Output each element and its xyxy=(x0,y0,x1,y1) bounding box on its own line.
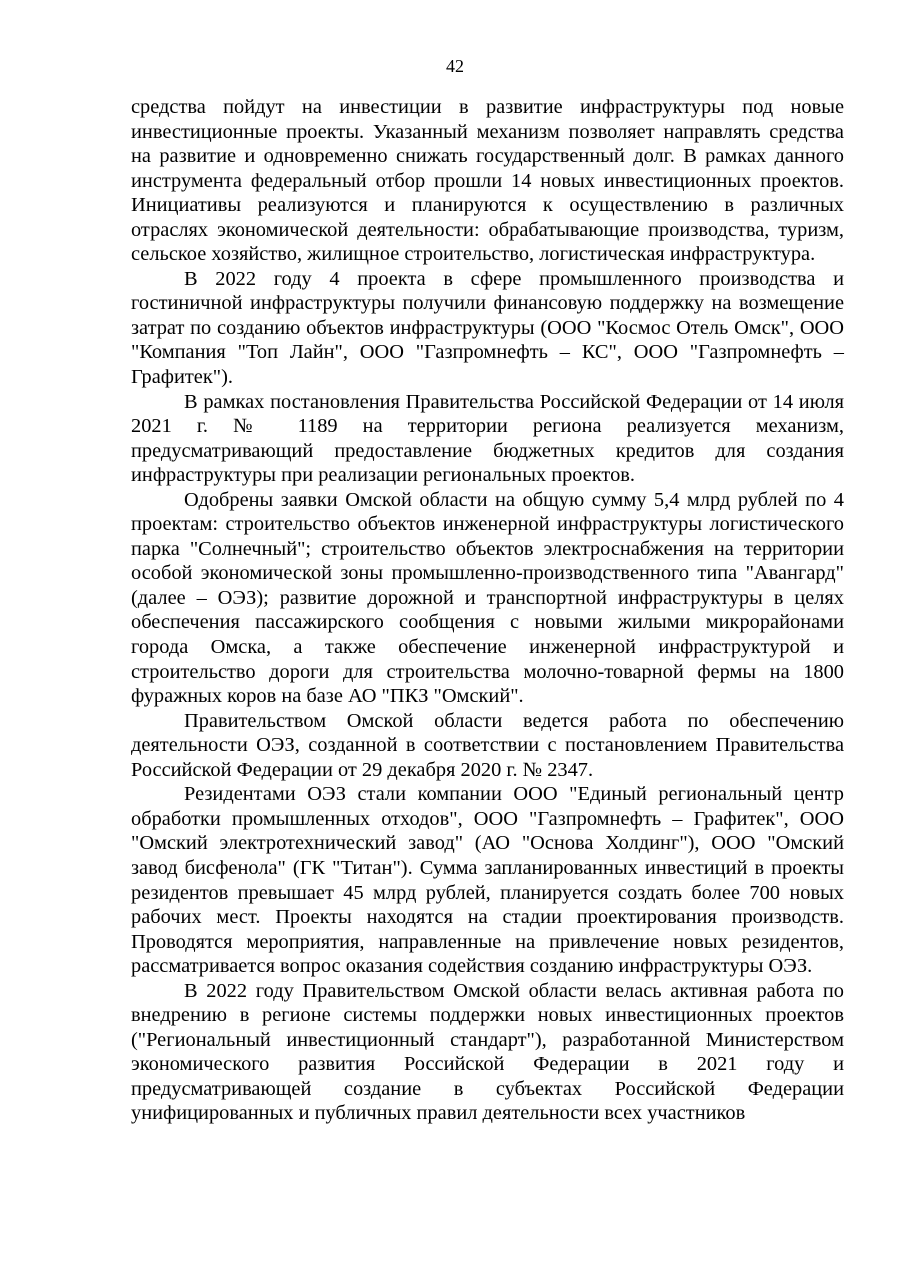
paragraph-budget-credits: В рамках постановления Правительства Российской Федерации от 14 июля 2021 г. № 1189 на территории региона реализуется механизм, предусматривающий предоставление бюджетных кредитов для создания инфраструктуры при реализации региональных проектов. xyxy=(131,390,844,487)
paragraph-approved-applications: Одобрены заявки Омской области на общую сумму 5,4 млрд рублей по 4 проектам: строительство объектов инженерной инфраструктуры логистического парка "Солнечный"; строительство объектов электроснабжения на территории особой экономической зоны промышленно-производственного типа "Авангард" (далее – ОЭЗ); развитие дорожной и транспортной инфраструктуры в целях обеспечения пассажирского сообщения с новыми жилыми микрорайонами города Омска, а также обеспечение инженерной инфраструктурой и строительство дороги для строительства молочно-товарной фермы на 1800 фуражных коров на базе АО "ПКЗ "Омский". xyxy=(131,488,844,708)
paragraph-sez-activity: Правительством Омской области ведется работа по обеспечению деятельности ОЭЗ, созданной в соответствии с постановлением Правительства Российской Федерации от 29 декабря 2020 г. № 2347. xyxy=(131,709,844,781)
page-number: 42 xyxy=(446,56,464,76)
paragraph-continuation: средства пойдут на инвестиции в развитие инфраструктуры под новые инвестиционные проекты. Указанный механизм позволяет направлять средства на развитие и одновременно снижать государственный долг. В рамках данного инструмента федеральный отбор прошли 14 новых инвестиционных проектов. Инициативы реализуются и планируются к осуществлению в различных отраслях экономической деятельности: обрабатывающие производства, туризм, сельское хозяйство, жилищное строительство, логистическая инфраструктура. xyxy=(131,96,844,266)
paragraph-financial-support: В 2022 году 4 проекта в сфере промышленного производства и гостиничной инфраструктуры получили финансовую поддержку на возмещение затрат по созданию объектов инфраструктуры (ООО "Космос Отель Омск", ООО "Компания "Топ Лайн", ООО "Газпромнефть – КС", ООО "Газпромнефть – Графитек"). xyxy=(131,267,844,389)
paragraph-investment-standard: В 2022 году Правительством Омской области велась активная работа по внедрению в регионе системы поддержки новых инвестиционных проектов ("Региональный инвестиционный стандарт"), разработанной Министерством экономического развития Российской Федерации в 2021 году и предусматривающей создание в субъектах Российской Федерации унифицированных и публичных правил деятельности всех участников xyxy=(131,979,844,1125)
document-body xyxy=(131,95,844,1126)
paragraph-sez-residents: Резидентами ОЭЗ стали компании ООО "Единый региональный центр обработки промышленных отходов", ООО "Газпромнефть – Графитек", ООО "Омский электротехнический завод" (АО "Основа Холдинг"), ООО "Омский завод бисфенола" (ГК "Титан"). Сумма запланированных инвестиций в проекты резидентов превышает 45 млрд рублей, планируется создать более 700 новых рабочих мест. Проекты находятся на стадии проектирования производств. Проводятся мероприятия, направленные на привлечение новых резидентов, рассматривается вопрос оказания содействия созданию инфраструктуры ОЭЗ. xyxy=(131,783,844,978)
